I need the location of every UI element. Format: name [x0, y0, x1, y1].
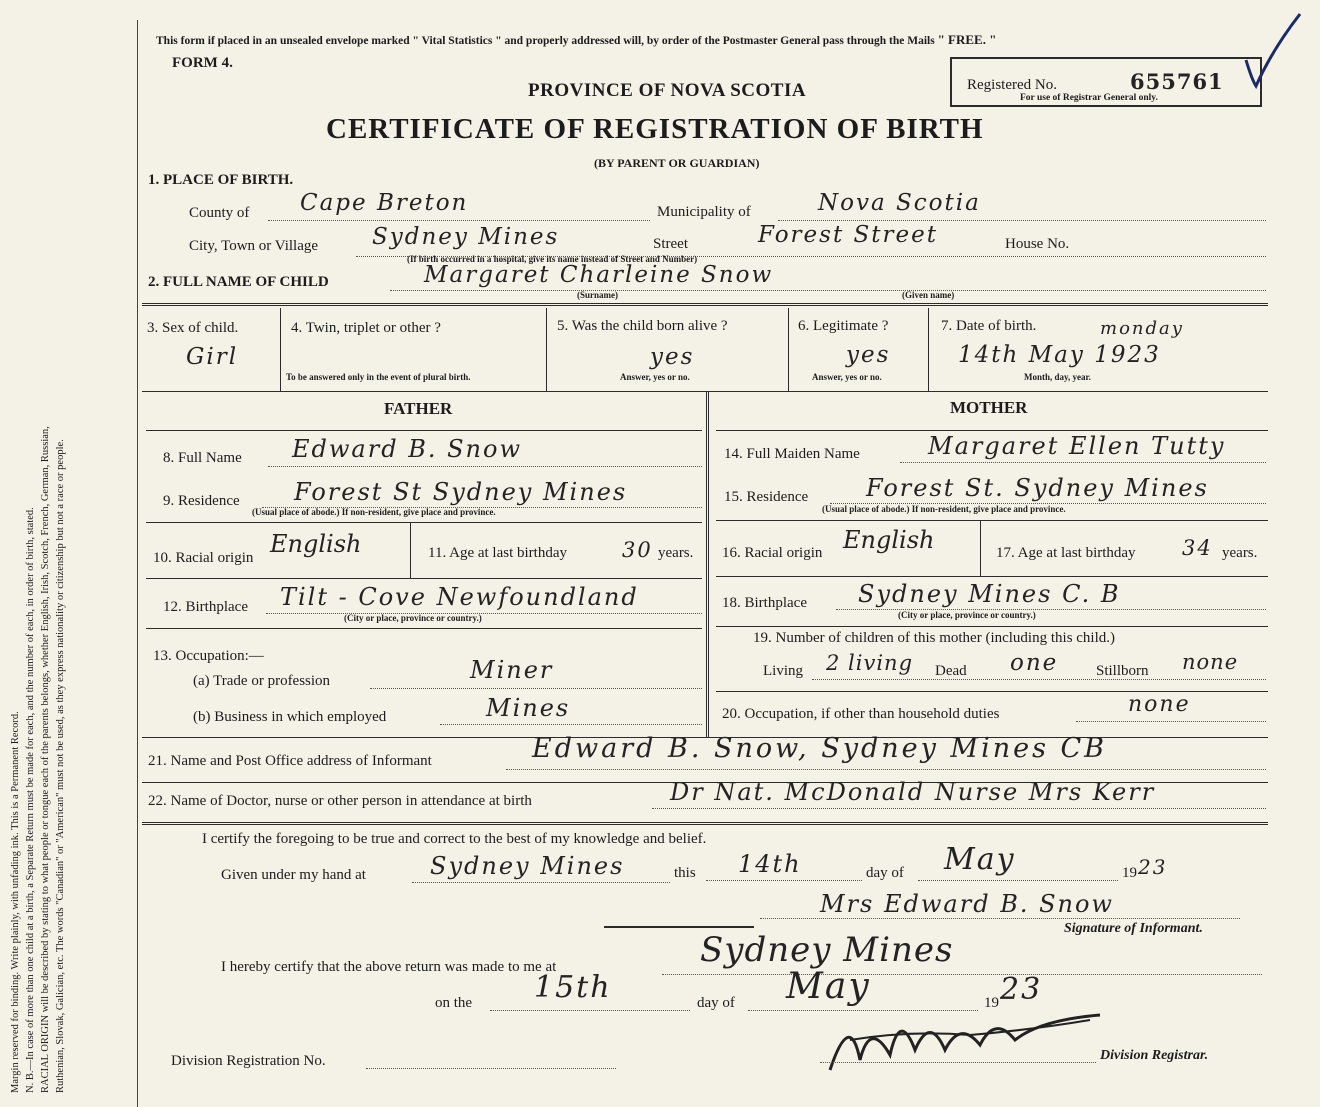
doctor-value: Dr Nat. McDonald Nurse Mrs Kerr — [670, 778, 1156, 806]
living-value: 2 living — [826, 651, 914, 675]
stillborn-value: none — [1182, 650, 1239, 674]
dob-value: 14th May 1923 — [958, 342, 1161, 368]
legitimate-value: yes — [846, 342, 891, 368]
house-no-label: House No. — [1005, 236, 1070, 252]
registrar-year-prefix: 19 — [984, 995, 999, 1011]
father-residence-value: Forest St Sydney Mines — [294, 478, 628, 506]
separator — [604, 926, 754, 928]
informant-signature-line — [760, 918, 1240, 919]
mother-heading: MOTHER — [950, 398, 1028, 417]
given-place-line — [412, 882, 670, 883]
father-birthplace-line — [266, 613, 702, 614]
given-place-value: Sydney Mines — [430, 852, 625, 880]
municipality-value: Nova Scotia — [818, 190, 981, 216]
street-value: Forest Street — [758, 222, 938, 248]
legitimate-note: Answer, yes or no. — [812, 372, 882, 382]
informant-line — [506, 769, 1266, 770]
municipality-line — [778, 220, 1266, 221]
city-value: Sydney Mines — [372, 224, 560, 250]
registered-label: Registered No. — [967, 77, 1057, 93]
father-birthplace-note: (City or place, province or country.) — [344, 613, 482, 623]
mother-name-value: Margaret Ellen Tutty — [928, 432, 1226, 460]
divider — [716, 430, 1268, 431]
divider-4 — [142, 822, 1268, 825]
dead-value: one — [1010, 650, 1059, 676]
col-divider — [788, 308, 789, 392]
mother-occupation-value: none — [1128, 692, 1191, 717]
father-racial-value: English — [270, 530, 362, 558]
mother-residence-note: (Usual place of abode.) If non-resident, give place and province. — [822, 504, 1066, 514]
place-of-birth-heading: 1. PLACE OF BIRTH. — [148, 172, 294, 188]
father-racial-label: 10. Racial origin — [153, 550, 254, 566]
divider — [146, 578, 702, 579]
on-the-label: on the — [435, 995, 473, 1011]
mother-birthplace-note: (City or place, province or country.) — [898, 610, 1036, 620]
mother-age-label: 17. Age at last birthday — [996, 545, 1136, 561]
mother-residence-value: Forest St. Sydney Mines — [866, 474, 1209, 502]
father-name-label: 8. Full Name — [163, 450, 242, 466]
divider — [146, 430, 702, 431]
father-birthplace-value: Tilt - Cove Newfoundland — [280, 583, 639, 611]
father-age-label: 11. Age at last birthday — [428, 545, 567, 561]
margin-notes — [0, 0, 130, 1107]
registrar-place-line — [662, 974, 1262, 975]
mother-occupation-label: 20. Occupation, if other than household duties — [722, 706, 1000, 722]
day-line — [706, 880, 862, 881]
signature-label: Signature of Informant. — [1064, 921, 1203, 936]
doctor-label: 22. Name of Doctor, nurse or other person in attendance at birth — [148, 793, 532, 809]
year-prefix: 19 — [1122, 865, 1137, 881]
father-birthplace-label: 12. Birthplace — [163, 599, 248, 615]
col-divider — [280, 308, 281, 392]
divider — [146, 522, 702, 523]
free-label: " FREE. " — [937, 32, 997, 47]
father-occupation-label: 13. Occupation:— — [153, 648, 264, 664]
mother-racial-label: 16. Racial origin — [722, 545, 823, 561]
margin-note-3: RACIAL ORIGIN will be described by stating to what people or tongue each of the parents belongs, whether English, Irish, Scotch, French, German, Russian, — [40, 426, 51, 1093]
mother-birthplace-label: 18. Birthplace — [722, 595, 807, 611]
province-heading: PROVINCE OF NOVA SCOTIA — [528, 80, 807, 101]
this-label: this — [674, 865, 696, 881]
given-under-label: Given under my hand at — [221, 867, 366, 883]
month-value: May — [944, 842, 1016, 877]
sex-value: Girl — [186, 344, 239, 370]
registered-value: 655761 — [1130, 69, 1224, 94]
legitimate-label: 6. Legitimate ? — [798, 318, 889, 334]
division-reg-no-line — [366, 1068, 616, 1069]
business-line — [440, 724, 702, 725]
business-label: (b) Business in which employed — [193, 709, 387, 725]
margin-note-1: Margin reserved for binding. Write plainly, with unfading ink. This is a Permanent Record. — [10, 711, 21, 1093]
form-number: FORM 4. — [172, 55, 233, 71]
twin-label: 4. Twin, triplet or other ? — [291, 320, 441, 336]
registrar-day-line — [490, 1010, 690, 1011]
father-age-value: 30 — [622, 538, 653, 562]
margin-note-4: Ruthenian, Slovak, Galician, etc. The words "Canadian" or "American" must not be used, as they express nationality or citizenship but not a race or people. — [55, 439, 66, 1093]
mother-racial-value: English — [843, 526, 935, 554]
col-divider — [980, 520, 981, 576]
year-value: 23 — [1138, 855, 1168, 879]
margin-rule — [137, 20, 138, 1107]
trade-value: Miner — [470, 656, 554, 684]
doctor-line — [652, 808, 1266, 809]
registrar-signature-scribble — [820, 1000, 1120, 1080]
alive-note: Answer, yes or no. — [620, 372, 690, 382]
twin-note: To be answered only in the event of plural birth. — [286, 372, 471, 382]
county-line — [268, 220, 650, 221]
divider — [716, 626, 1268, 627]
trade-line — [370, 688, 702, 689]
col-divider — [546, 308, 547, 392]
mother-name-label: 14. Full Maiden Name — [724, 446, 860, 462]
certify-statement: I certify the foregoing to be true and correct to the best of my knowledge and belief. — [202, 831, 707, 847]
living-label: Living — [763, 663, 803, 679]
informant-signature: Mrs Edward B. Snow — [820, 890, 1114, 918]
divider-1 — [142, 303, 1268, 306]
col-divider — [410, 522, 411, 578]
child-name-line — [390, 290, 1266, 291]
children-count-label: 19. Number of children of this mother (including this child.) — [753, 630, 1116, 646]
parents-divider — [706, 391, 709, 737]
registrar-note: For use of Registrar General only. — [1020, 93, 1158, 103]
month-line — [918, 880, 1118, 881]
day-of-label: day of — [866, 865, 904, 881]
col-divider — [928, 308, 929, 392]
children-line — [812, 679, 1266, 680]
registrar-place-value: Sydney Mines — [700, 930, 954, 970]
given-name-note: (Given name) — [902, 290, 955, 300]
divider — [716, 576, 1268, 577]
dead-label: Dead — [935, 663, 967, 679]
registrar-month-value: May — [786, 966, 871, 1007]
registrar-day-of-label: day of — [697, 995, 735, 1011]
mother-years-label: years. — [1222, 545, 1258, 561]
mother-birthplace-value: Sydney Mines C. B — [858, 580, 1121, 608]
division-registrar-line — [820, 1062, 1096, 1063]
informant-value: Edward B. Snow, Sydney Mines CB — [532, 733, 1108, 764]
business-value: Mines — [486, 694, 571, 722]
mother-occupation-line — [1076, 721, 1266, 722]
division-registrar-label: Division Registrar. — [1100, 1048, 1209, 1063]
county-value: Cape Breton — [300, 190, 469, 216]
street-label: Street — [653, 236, 688, 252]
divider-2 — [142, 391, 1268, 392]
hospital-note: (If birth occurred in a hospital, give its name instead of Street and Number) — [407, 254, 698, 264]
alive-label: 5. Was the child born alive ? — [557, 318, 728, 334]
father-name-value: Edward B. Snow — [292, 435, 522, 463]
alive-value: yes — [650, 344, 695, 370]
dob-day-name: monday — [1100, 318, 1184, 339]
county-label: County of — [189, 205, 250, 221]
father-years-label: years. — [658, 545, 694, 561]
child-name-value: Margaret Charleine Snow — [424, 262, 774, 288]
mother-residence-label: 15. Residence — [724, 489, 809, 505]
surname-note: (Surname) — [577, 290, 618, 300]
municipality-label: Municipality of — [657, 204, 751, 220]
mother-age-value: 34 — [1182, 536, 1213, 560]
informant-label: 21. Name and Post Office address of Informant — [148, 753, 432, 769]
registrar-year-value: 23 — [1000, 972, 1043, 1007]
day-value: 14th — [738, 850, 802, 878]
check-mark-icon — [1242, 10, 1302, 90]
father-name-line — [268, 466, 702, 467]
registrar-statement: I hereby certify that the above return was made to me at — [221, 959, 557, 975]
page-subtitle: (BY PARENT OR GUARDIAN) — [594, 156, 760, 170]
father-residence-note: (Usual place of abode.) If non-resident, give place and province. — [252, 507, 496, 517]
father-residence-label: 9. Residence — [163, 493, 240, 509]
father-heading: FATHER — [384, 399, 453, 418]
registrar-day-value: 15th — [534, 970, 612, 1005]
division-reg-no-label: Division Registration No. — [171, 1053, 326, 1069]
margin-note-2: N. B.—In case of more than one child at a birth, a Separate Return must be made for each, and the number of each, in order of birth, stated. — [25, 507, 36, 1093]
mother-name-line — [900, 462, 1266, 463]
city-label: City, Town or Village — [189, 238, 319, 254]
dob-note: Month, day, year. — [1024, 372, 1091, 382]
dob-label: 7. Date of birth. — [941, 318, 1037, 334]
stillborn-label: Stillborn — [1096, 663, 1149, 679]
page-title: CERTIFICATE OF REGISTRATION OF BIRTH — [326, 113, 984, 145]
postal-notice: This form if placed in an unsealed envelope marked " Vital Statistics " and properly addressed will, by order of the Postmaster General pass through the Mails " FREE. " — [156, 32, 997, 47]
divider — [716, 520, 1268, 521]
divider — [146, 628, 702, 629]
sex-label: 3. Sex of child. — [147, 320, 239, 336]
child-name-label: 2. FULL NAME OF CHILD — [148, 274, 329, 290]
trade-label: (a) Trade or profession — [193, 673, 331, 689]
registered-number-box — [950, 57, 1262, 107]
